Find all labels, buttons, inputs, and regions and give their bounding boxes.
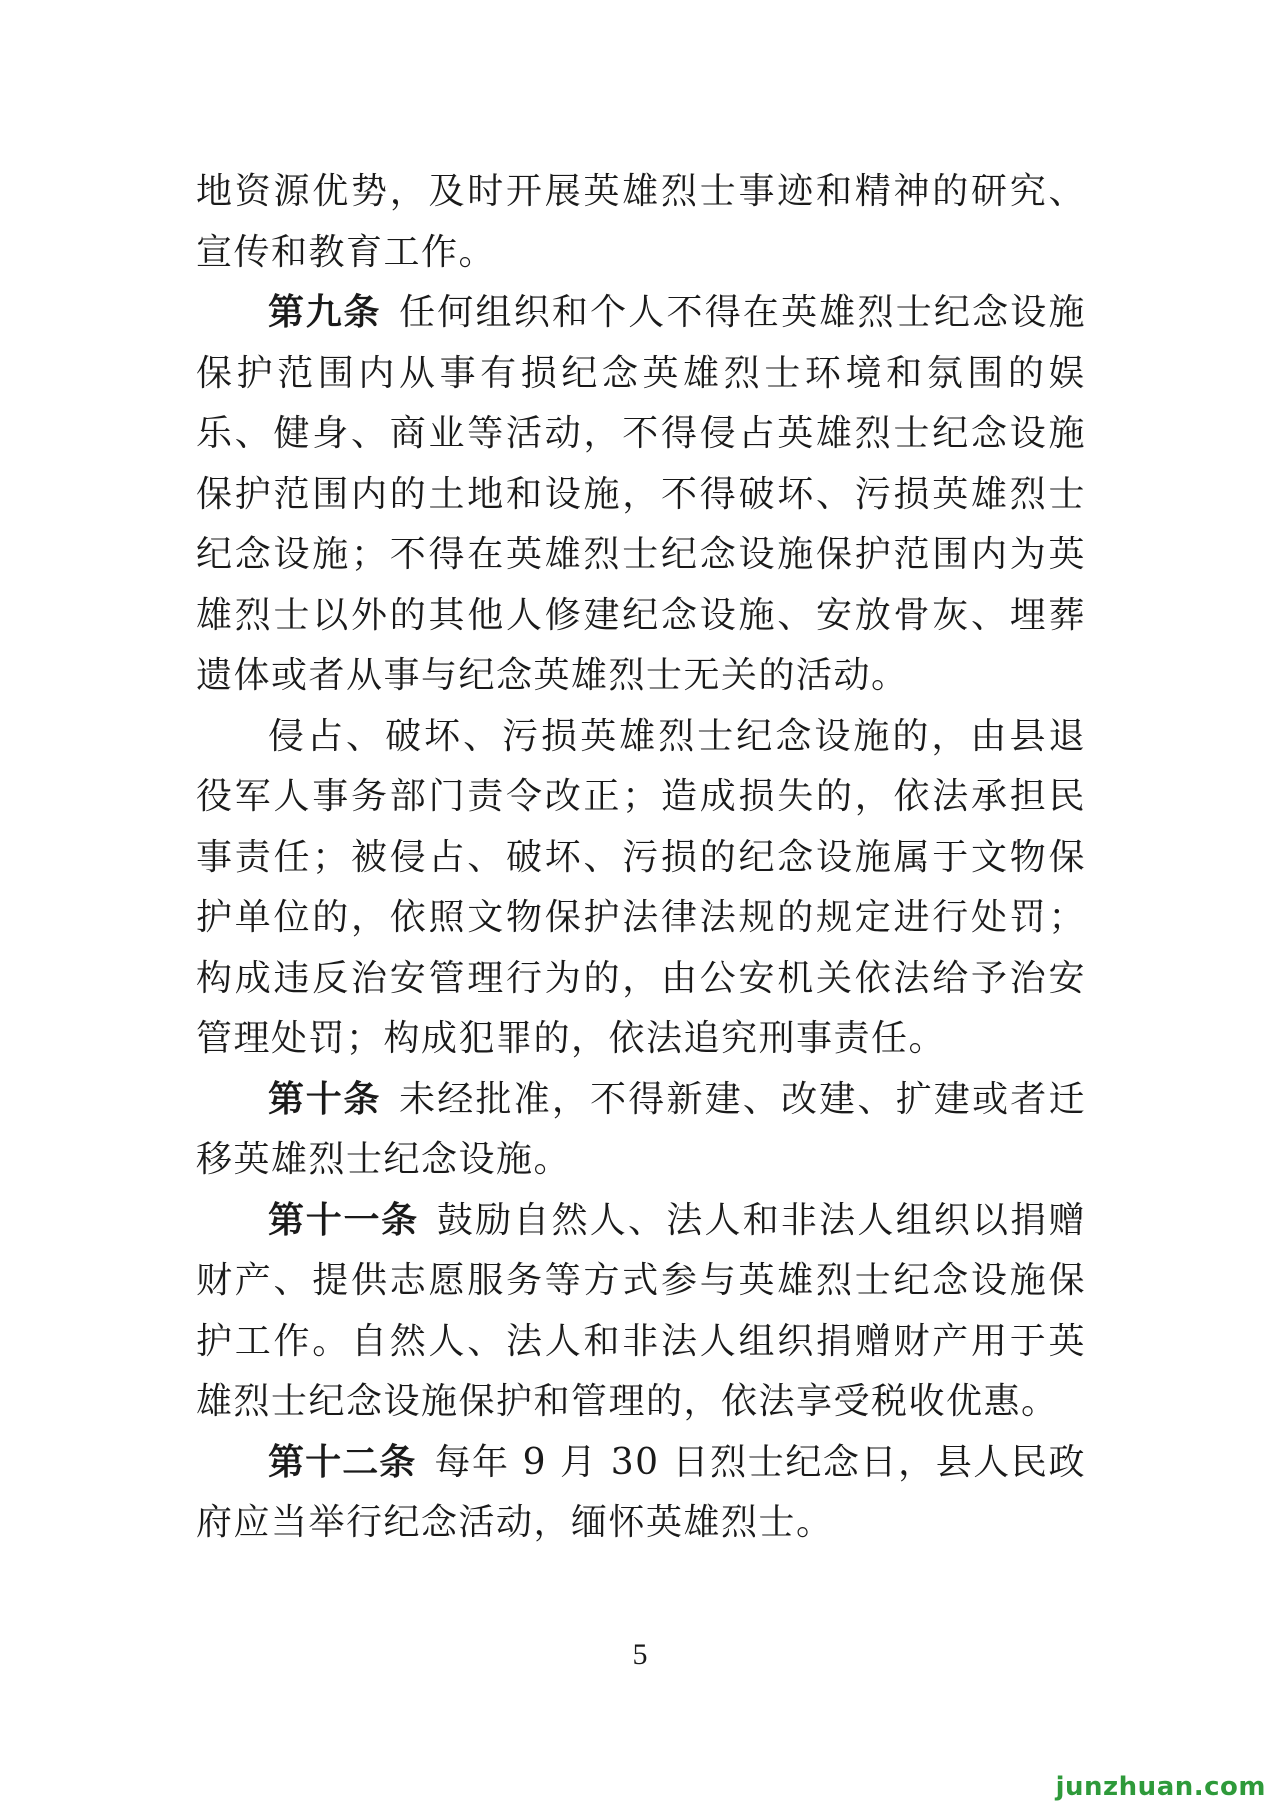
paragraph-text: 未经批准，不得新建、改建、扩建或者迁移英雄烈士纪念设施。 [196, 1078, 1086, 1180]
article-heading: 第九条 [268, 292, 382, 333]
site-watermark: junzhuan.com [1055, 1772, 1266, 1802]
article-10 [196, 1070, 1086, 1191]
paragraph-text: 侵占、破坏、污损英雄烈士纪念设施的，由县退役军人事务部门责令改正；造成损失的，依法承担民事责任；被侵占、破坏、污损的纪念设施属于文物保护单位的，依照文物保护法律法规的规定进行处罚；构成违反治安管理行为的，由公安机关依法给予治安管理处罚；构成犯罪的，依法追究刑事责任。 [196, 715, 1086, 1059]
paragraph-text: 任何组织和个人不得在英雄烈士纪念设施保护范围内从事有损纪念英雄烈士环境和氛围的娱乐、健身、商业等活动，不得侵占英雄烈士纪念设施保护范围内的土地和设施，不得破坏、污损英雄烈士纪念设施；不得在英雄烈士纪念设施保护范围内为英雄烈士以外的其他人修建纪念设施、安放骨灰、埋葬遗体或者从事与纪念英雄烈士无关的活动。 [196, 292, 1086, 696]
paragraph-text: 鼓励自然人、法人和非法人组织以捐赠财产、提供志愿服务等方式参与英雄烈士纪念设施保护工作。自然人、法人和非法人组织捐赠财产用于英雄烈士纪念设施保护和管理的，依法享受税收优惠。 [196, 1199, 1086, 1422]
article-11 [196, 1191, 1086, 1433]
paragraph-continued [196, 162, 1086, 283]
article-heading: 第十一条 [268, 1199, 419, 1241]
article-heading: 第十二条 [268, 1441, 417, 1483]
paragraph-text: 地资源优势，及时开展英雄烈士事迹和精神的研究、宣传和教育工作。 [196, 171, 1086, 273]
paragraph-text: 每年 9 月 30 日烈士纪念日，县人民政府应当举行纪念活动，缅怀英雄烈士。 [196, 1441, 1086, 1543]
article-heading: 第十条 [268, 1078, 382, 1120]
article-9-clause-2 [196, 707, 1086, 1070]
page-number: 5 [632, 1638, 648, 1671]
article-12 [196, 1433, 1086, 1554]
document-body [196, 162, 1086, 1554]
article-9 [196, 283, 1086, 707]
